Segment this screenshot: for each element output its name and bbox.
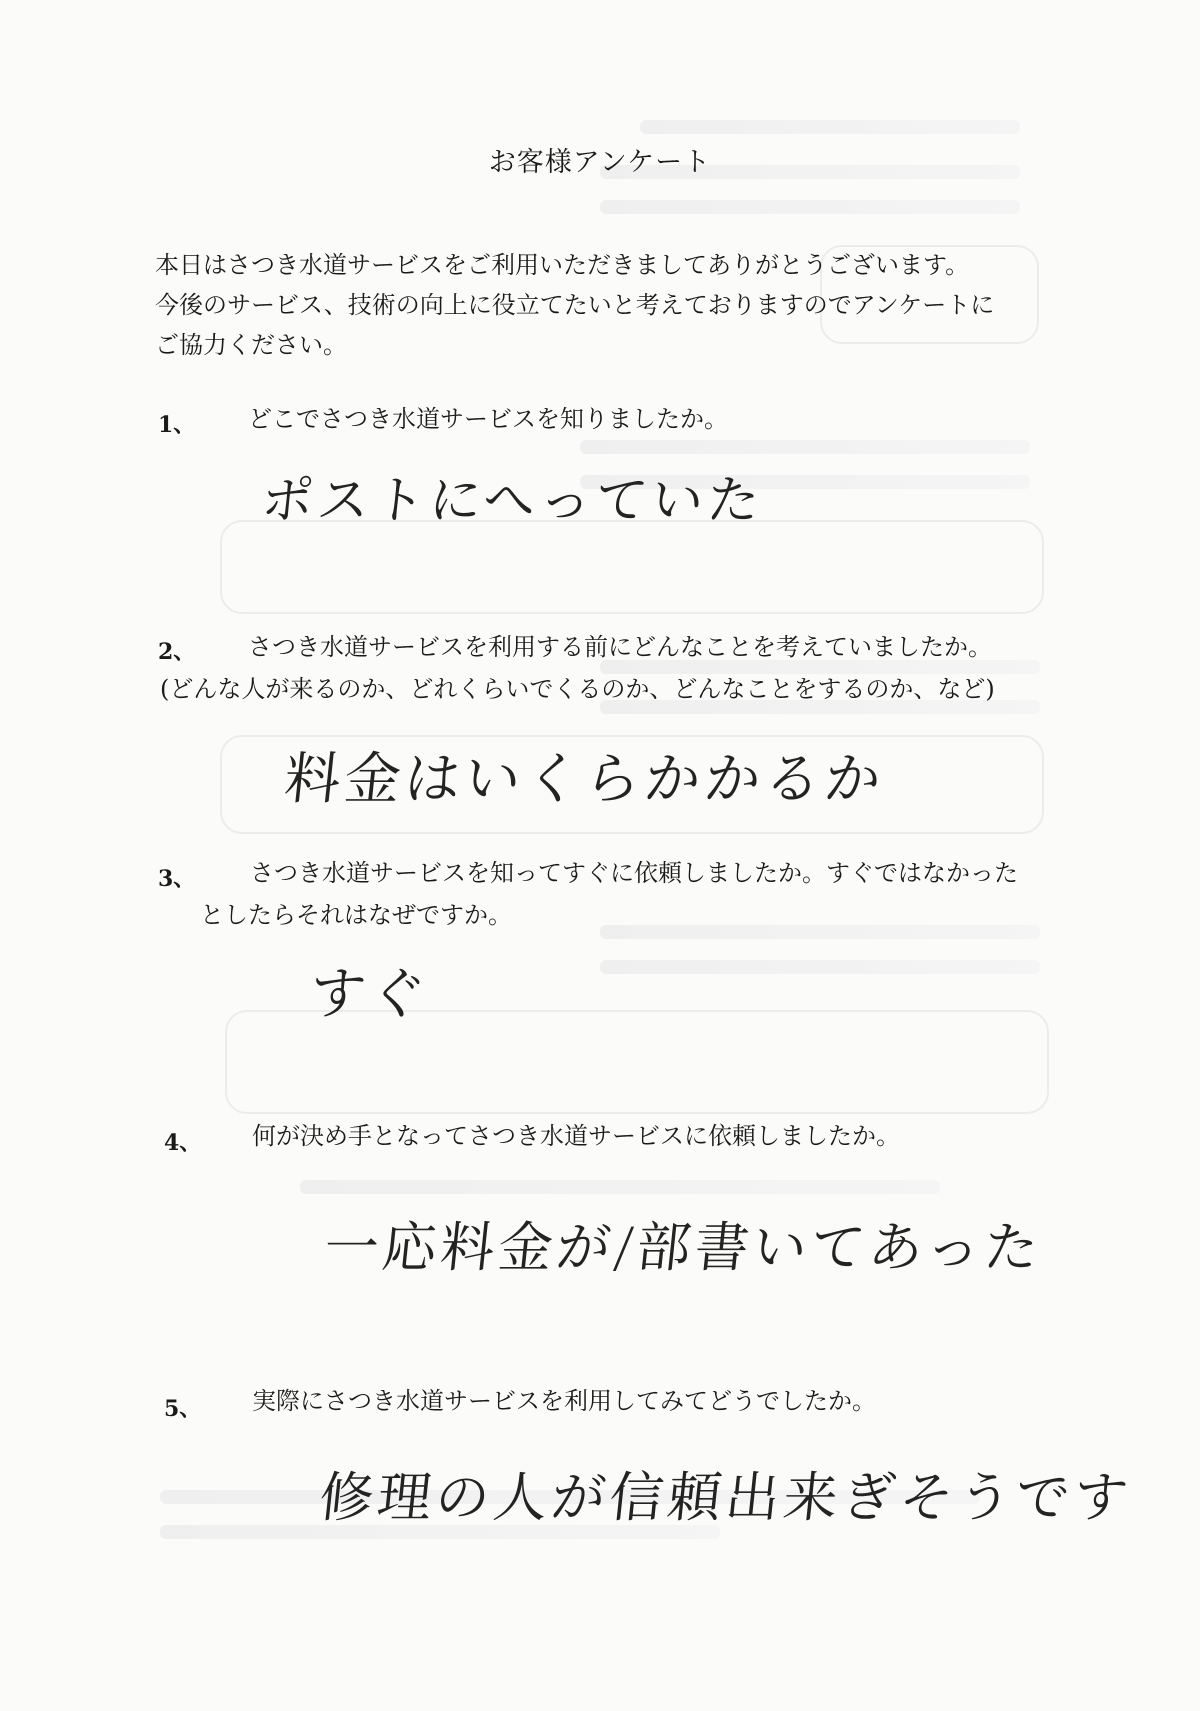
answer-5-handwriting: 修理の人が信頼出来ぎそうです xyxy=(316,1466,1135,1529)
question-5-text xyxy=(252,1380,876,1422)
question-line: としたらそれはなぜですか。 xyxy=(200,901,512,929)
answer-3-handwriting: すぐ xyxy=(306,962,433,1027)
answer-2-handwriting: 料金はいくらかかるか xyxy=(281,747,888,812)
question-2-text xyxy=(160,626,995,710)
bleed-through-line xyxy=(640,120,1020,134)
answer-1-handwriting: ポストにへっていた xyxy=(258,471,767,531)
question-4-text xyxy=(252,1115,900,1157)
question-line: 何が決め手となってさつき水道サービスに依頼しましたか。 xyxy=(252,1122,900,1150)
question-2-number: 2、 xyxy=(158,639,196,665)
bleed-through-line xyxy=(580,440,1030,454)
question-3-number: 3、 xyxy=(158,866,196,892)
bleed-through-line xyxy=(300,1180,940,1194)
question-line: 実際にさつき水道サービスを利用してみてどうでしたか。 xyxy=(252,1387,876,1415)
bleed-through-line xyxy=(600,960,1040,974)
intro-line: 今後のサービス、技術の向上に役立てたいと考えておりますのでアンケートに xyxy=(155,291,995,319)
question-1-number: 1、 xyxy=(158,412,196,438)
survey-title: お客様アンケート xyxy=(488,147,712,178)
question-line: さつき水道サービスを利用する前にどんなことを考えていましたか。 xyxy=(248,633,992,661)
question-line: (どんな人が来るのか、どれくらいでくるのか、どんなことをするのか、など) xyxy=(160,675,995,703)
question-line: さつき水道サービスを知ってすぐに依頼しましたか。すぐではなかった xyxy=(250,859,1018,887)
question-1-text xyxy=(248,398,728,440)
intro-line: ご協力ください。 xyxy=(155,331,347,359)
question-line: どこでさつき水道サービスを知りましたか。 xyxy=(248,405,728,433)
question-3-text xyxy=(200,852,1018,936)
intro-text xyxy=(155,245,1075,365)
intro-line: 本日はさつき水道サービスをご利用いただきましてありがとうございます。 xyxy=(155,251,970,279)
bleed-through-line xyxy=(600,200,1020,214)
question-5-number: 5、 xyxy=(164,1396,202,1422)
bleed-through-box-1 xyxy=(220,520,1044,614)
answer-4-handwriting: 一応料金が/部書いてあった xyxy=(321,1216,1046,1279)
question-4-number: 4、 xyxy=(164,1130,202,1156)
